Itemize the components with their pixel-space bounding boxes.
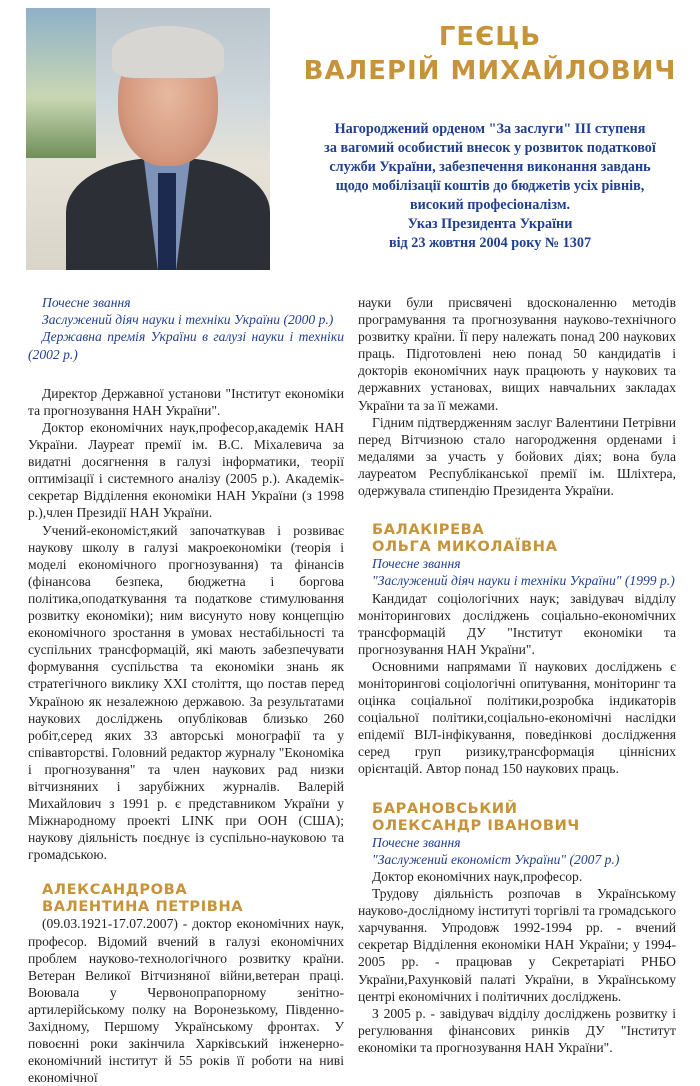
paragraph: З 2005 р. - завідувач відділу досліджень розвитку і регулювання фінансових ринків ДУ "Інститут економіки та прогнозування НАН України". [358,1005,676,1055]
award-line: за вагомий особистий внесок у розвиток податкової [324,140,656,156]
right-column [358,294,676,1056]
portrait-photo [26,8,270,270]
person-surname: БАЛАКІРЕВА [372,521,485,539]
paragraph: Доктор економічних наук,професор. [372,868,583,884]
award-line: від 23 жовтня 2004 року № 1307 [388,235,592,251]
honor-label: Почесне звання [372,556,461,572]
main-person-given-name: ВАЛЕРІЙ МИХАЙЛОВИЧ [303,56,677,86]
paragraph: Учений-економіст,який започаткував і розвиває наукову школу в галузі макроекономіки (теорія і моделі економічного прогнозування) та фінансів (фінансова безпека, бюджетна і боргова політика,оподаткування та податкове стимулювання розвитку економіки); ним висунуто нову концепцію економічного зростання в умовах нестабільності та суспільних трансформацій, які мають забезпечувати формування суспільства та економіки знань як стратегічного виклику XXI століття, що постав перед Україною як незалежною державою. За результатами наукових досліджень опубліковав близько 260 робіт,серед яких 33 авторські монографії та у співавторстві. Головний редактор журналу "Економіка і прогнозування" та член наукових рад низки вітчизняних і зарубіжних журналів. Валерій Михайлович з 1991 р. є представником України у Міжнародному проекті LINK при ООН (США); наукову діяльність поєднує із суспільно-науковою та громадською. [28,522,344,863]
main-person-surname: ГЕЄЦЬ [438,22,542,52]
honor-title: Державна премія України в галузі науки і техніки (2002 р.) [28,329,344,362]
honor-label: Почесне звання [42,295,131,310]
person-surname: АЛЕКСАНДРОВА [42,881,188,899]
honor-title: "Заслужений діяч науки і техніки України" (1999 р.) [372,573,675,589]
award-line: високий професіоналізм. [409,197,571,213]
paragraph: Трудову діяльність розпочав в Українському науково-дослідному інституті торгівлі та громадського харчування. Упродовж 1992-1994 рр. - вчений секретар Відділення економіки НАН України; у 1994-2005 рр. - працював у Секретаріаті РНБО України,Рахунковій палаті України, в Українському центрі економічних і політичних досліджень. [358,886,676,1004]
person-given-name: ВАЛЕНТИНА ПЕТРІВНА [42,898,244,916]
photo-tie [158,173,176,270]
photo-hair [112,26,224,78]
photo-background-window [26,8,96,158]
paragraph: Доктор економічних наук,професор,академік НАН України. Лауреат премії ім. В.С. Міхалевича за видатні досягнення в галузі інформатики, теорії оптимізації і системного аналізу (2005 р.). Академік-секретар Відділення економіки НАН України (з 1998 р.),член Президії НАН України. [28,420,344,521]
paragraph: Гідним підтвердженням заслуг Валентини Петрівни перед Вітчизною стало нагородження орденами і медалями за участь у бойових діях; вона була лауреатом Республіканської премії ім. Шліхтера, одержувала стипендію Президента України. [358,414,676,499]
award-text [290,120,690,253]
paragraph: Директор Державної установи "Інститут економіки та прогнозування НАН України". [28,385,344,418]
award-line: служби України, забезпечення виконання завдань [329,159,651,175]
honor-title: Заслужений діяч науки і техніки України (2000 р.) [42,312,334,328]
paragraph: Кандидат соціологічних наук; завідувач відділу моніторингових досліджень соціально-економічних трансформацій ДУ "Інститут економіки та прогнозування НАН України". [358,590,676,657]
award-line: Нагороджений орденом "За заслуги" ІІІ ступеня [334,121,646,137]
award-line: щодо мобілізації коштів до бюджетів усіх рівнів, [335,178,645,194]
left-column [28,294,344,1086]
paragraph: (09.03.1921-17.07.2007) - доктор економічних наук, професор. Відомий вчений в галузі економічних проблем науково-технологічного розвитку країни. Ветеран Великої Вітчизняної війни,ветеран праці. Воювала у Червонопрапорному зенітно-артилерійському полку на Воронезькому, Південно-Західному, Першому Українському фронтах. У повоєнні роки закінчила Харківський інженерно-економічний інститут й 55 років її роботи на ниві економічної [28,916,344,1086]
paragraph: Основними напрямами її наукових досліджень є моніторингові соціологічні опитування, моніторинг та оцінка соціальної політики,розробка індикаторів соціальної політики,соціально-економічні наслідки епідемії ВІЛ-інфікування, поведінкові дослідження серед груп ризику,трансформація ціннісних орієнтацій. Автор понад 150 наукових праць. [358,658,676,777]
person-given-name: ОЛЬГА МИКОЛАЇВНА [372,538,558,556]
paragraph: науки були присвячені вдосконаленню методів програмування та прогнозування науково-технічного розвитку країни. Її перу належать понад 200 наукових праць. Підготовлені нею понад 50 кандидатів і докторів економічних наук працюють у наукових та державних установах, вищих навчальних закладах України та за її межами. [358,295,676,413]
person-given-name: ОЛЕКСАНДР ІВАНОВИЧ [372,816,580,834]
award-line: Указ Президента України [407,216,573,232]
honor-title: "Заслужений економіст України" (2007 р.) [372,851,620,867]
person-surname: БАРАНОВСЬКИЙ [372,799,518,817]
honor-label: Почесне звання [372,834,461,850]
